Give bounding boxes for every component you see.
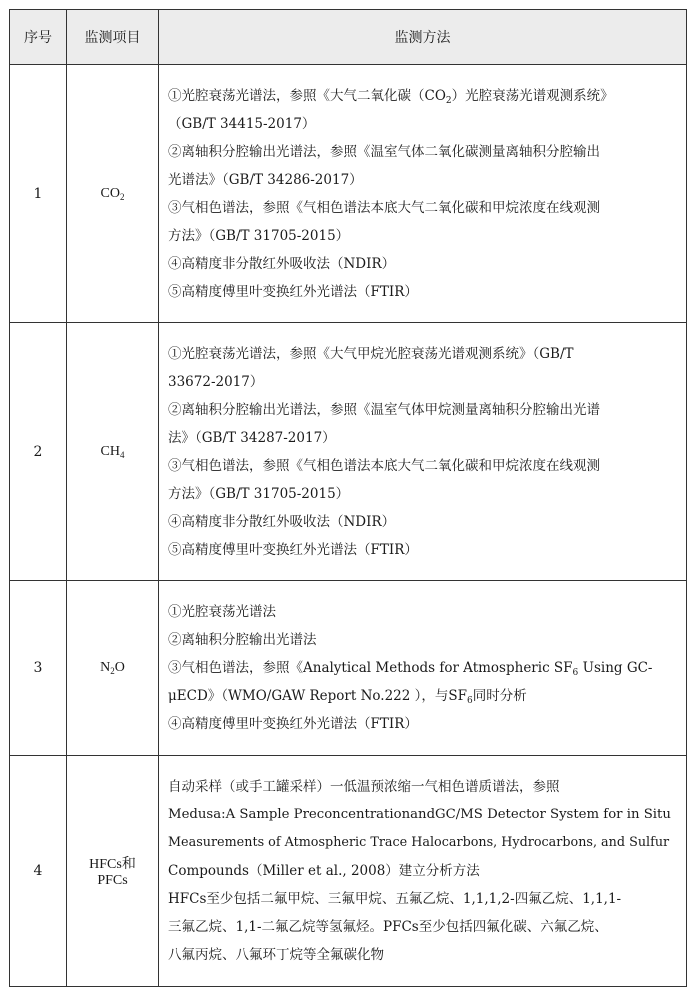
method-line: ①光腔衰荡光谱法，参照《大气甲烷光腔衰荡光谱观测系统》（GB/T (168, 345, 574, 362)
table-row (10, 323, 687, 581)
method-line: ②离轴积分腔输出光谱法，参照《温室气体甲烷测量离轴积分腔输出光谱 (168, 401, 600, 418)
monitoring-item: HFCs和 PFCs (67, 756, 159, 987)
table-header-row (10, 10, 687, 65)
method-line: Compounds（Miller et al., 2008）建立分析方法 (168, 863, 480, 879)
method-line: ③气相色谱法，参照《Analytical Methods for Atmospheric $SF_6$ Using GC- (168, 660, 653, 678)
row-number: 4 (10, 756, 67, 987)
method-line: 方法》（GB/T 31705-2015） (168, 485, 350, 502)
method-line: ①光腔衰荡光谱法，参照《大气二氧化碳$(CO_2)$光腔衰荡光谱观测系统》 (168, 87, 614, 106)
method-line: 八氟丙烷、八氟环丁烷等全氟碳化物 (168, 947, 384, 963)
method-line: 三氟乙烷、1,1-二氟乙烷等氢氟烃。PFCs至少包括四氟化碳、六氟乙烷、 (168, 919, 608, 935)
method-line: ②离轴积分腔输出光谱法 (168, 632, 317, 648)
monitoring-method (159, 756, 687, 987)
method-line: HFCs至少包括二氟甲烷、三氟甲烷、五氟乙烷、1,1,1,2-四氟乙烷、1,1,1- (168, 891, 622, 907)
row-number: 1 (10, 65, 67, 323)
header-no: 序号 (10, 10, 67, 65)
header-item: 监测项目 (67, 10, 159, 65)
monitoring-item: $N_2O$ (67, 581, 159, 756)
monitoring-methods-table (9, 9, 687, 987)
method-line: Measurements of Atmospheric Trace Halocarbons, Hydrocarbons, and Sulfur (168, 835, 670, 850)
method-line: 光谱法》（GB/T 34286-2017） (168, 171, 363, 188)
monitoring-method (159, 323, 687, 581)
method-line: ④高精度非分散红外吸收法（NDIR） (168, 255, 396, 272)
method-line: ②离轴积分腔输出光谱法，参照《温室气体二氧化碳测量离轴积分腔输出 (168, 143, 600, 160)
method-line: ③气相色谱法，参照《气相色谱法本底大气二氧化碳和甲烷浓度在线观测 (168, 199, 600, 216)
method-line: Medusa:A Sample PreconcentrationandGC/MS Detector System for in Situ (168, 807, 671, 822)
method-line: ⑤高精度傅里叶变换红外光谱法（FTIR） (168, 283, 418, 300)
method-line: ⑤高精度傅里叶变换红外光谱法（FTIR） (168, 541, 418, 558)
method-line: μECD》（WMO/GAW Report No.222 ），与$SF_6$同时分析 (168, 688, 527, 706)
method-line: 方法》（GB/T 31705-2015） (168, 227, 350, 244)
monitoring-method (159, 581, 687, 756)
monitoring-item: $CH_4$ (67, 323, 159, 581)
method-line: ④高精度非分散红外吸收法（NDIR） (168, 513, 396, 530)
method-line: 33672-2017） (168, 373, 264, 390)
table-row (10, 581, 687, 756)
method-line: （GB/T 34415-2017） (168, 115, 316, 132)
table-row (10, 756, 687, 987)
monitoring-item: $CO_2$ (67, 65, 159, 323)
monitoring-method (159, 65, 687, 323)
method-line: 自动采样（或手工罐采样）一低温预浓缩一气相色谱质谱法，参照 (168, 779, 560, 795)
row-number: 2 (10, 323, 67, 581)
method-line: ③气相色谱法，参照《气相色谱法本底大气二氧化碳和甲烷浓度在线观测 (168, 457, 600, 474)
method-line: ①光腔衰荡光谱法 (168, 604, 276, 620)
table-row (10, 65, 687, 323)
method-line: ④高精度傅里叶变换红外光谱法（FTIR） (168, 716, 418, 732)
header-method: 监测方法 (159, 10, 687, 65)
row-number: 3 (10, 581, 67, 756)
method-line: 法》（GB/T 34287-2017） (168, 429, 336, 446)
